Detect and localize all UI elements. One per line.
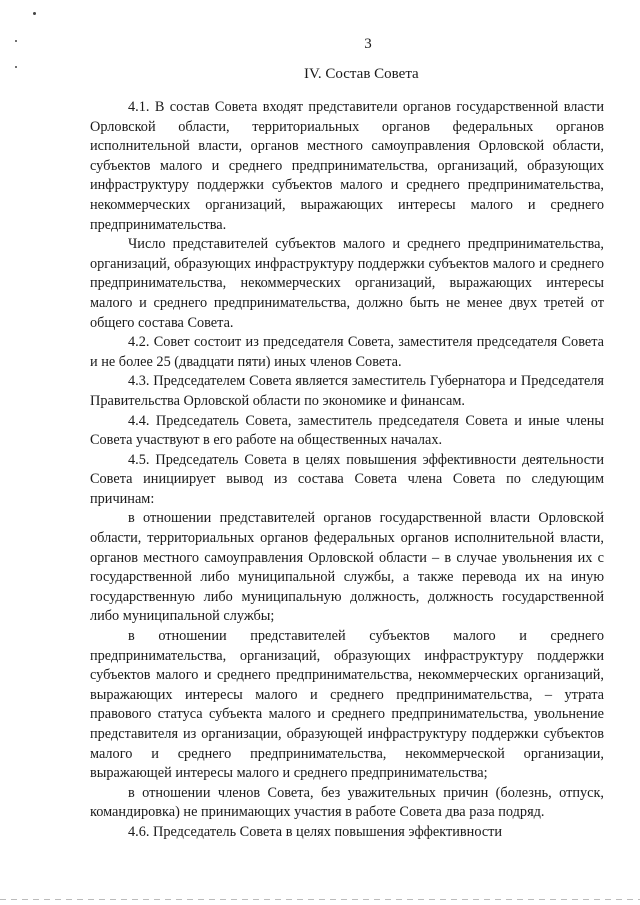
paragraph-4-6: 4.6. Председатель Совета в целях повышения эффективности	[128, 823, 503, 840]
paragraph-4-3: 4.3. Председателем Совета является заместитель Губернатора и Председателя Правительства Орловской области по экономике и финансам.	[90, 373, 604, 409]
paragraph-removal-state-officials: в отношении представителей органов государственной власти Орловской области, территориальных органов федеральных органов исполнительной власти, органов местного самоуправления Орловской области – в случае увольнения их с государственной либо муниципальной службы, а также перевода их на иную государственную либо муниципальную должность, должность государственной либо муниципальной службы;	[90, 510, 604, 625]
scan-speck	[15, 66, 17, 68]
scan-speck	[15, 40, 17, 42]
paragraph-4-5: 4.5. Председатель Совета в целях повышения эффективности деятельности Совета инициирует вывод из состава Совета члена Совета по следующим причинам:	[90, 451, 604, 507]
paragraph-4-4: 4.4. Председатель Совета, заместитель председателя Совета и иные члены Совета участвуют в его работе на общественных началах.	[90, 412, 604, 449]
section-title: IV. Состав Совета	[304, 66, 419, 82]
paragraph-4-2: 4.2. Совет состоит из председателя Совета, заместителя председателя Совета и не более 25 (двадцати пяти) иных членов Совета.	[90, 334, 604, 370]
paragraph-removal-business-representatives: в отношении представителей субъектов малого и среднего предпринимательства, организаций, образующих инфраструктуру поддержки субъектов малого и среднего предпринимательства, некоммерческих организаций, выражающих интересы малого и среднего предпринимательства, – утрата правового статуса субъекта малого и среднего предпринимательства, увольнение представителя из организации, образующей инфраструктуру поддержки субъектов малого и среднего предпринимательства, некоммерческой организации, выражающей интересы малого и среднего предпринимательства;	[90, 628, 604, 782]
paragraph-share-of-representatives: Число представителей субъектов малого и среднего предпринимательства, организаций, образующих инфраструктуру поддержки субъектов малого и среднего предпринимательства, некоммерческих организаций, выражающих интересы малого и среднего предпринимательства, должно быть не менее двух третей от общего состава Совета.	[90, 236, 604, 331]
paragraph-4-1: 4.1. В состав Совета входят представители органов государственной власти Орловской области, территориальных органов федеральных органов исполнительной власти, органов местного самоуправления Орловской области, субъектов малого и среднего предпринимательства, организаций, образующих инфраструктуру поддержки субъектов малого и среднего предпринимательства, некоммерческих организаций, выражающих интересы малого и среднего предпринимательства.	[90, 99, 604, 233]
scan-edge-line	[0, 899, 640, 900]
document-body	[90, 98, 604, 843]
paragraph-removal-absent-members: в отношении членов Совета, без уважительных причин (болезнь, отпуск, командировка) не принимающих участия в работе Совета два раза подряд.	[90, 784, 604, 821]
page-number: 3	[364, 36, 372, 52]
scan-speck	[33, 12, 36, 15]
